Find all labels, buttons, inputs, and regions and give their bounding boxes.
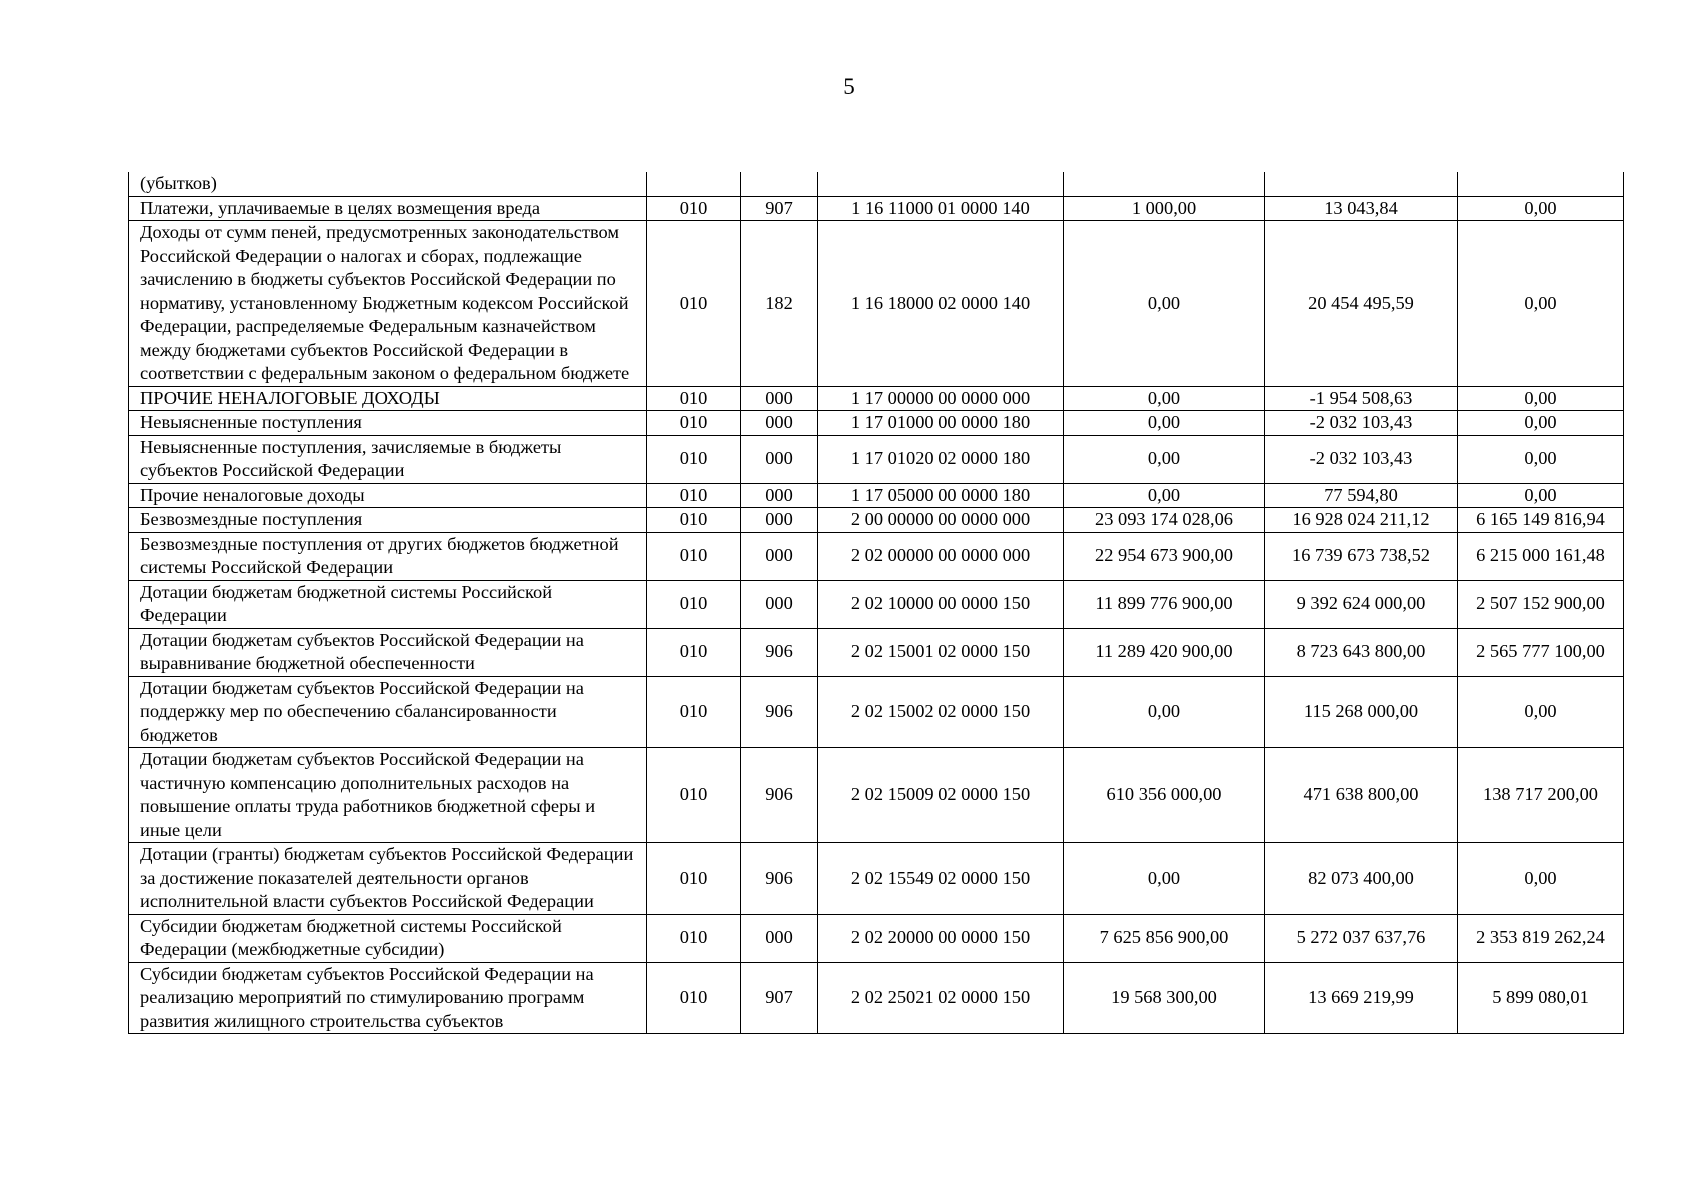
cell-revenue-admin-code: 907 (741, 196, 818, 221)
cell-revenue-admin-code: 000 (741, 435, 818, 483)
cell-indicator-name: Субсидии бюджетам субъектов Российской Федерации на реализацию мероприятий по стимулированию программ развития жилищного строительства субъектов (129, 962, 647, 1034)
table-row (129, 172, 1624, 196)
cell-approved-plan: 0,00 (1064, 843, 1265, 915)
cell-approved-plan: 11 289 420 900,00 (1064, 628, 1265, 676)
revenue-table (128, 172, 1624, 1034)
table-row (129, 508, 1624, 533)
cell-revenue-admin-code: 000 (741, 532, 818, 580)
cell-revenue-admin-code: 906 (741, 628, 818, 676)
cell-budget-classification-code: 2 02 25021 02 0000 150 (818, 962, 1064, 1034)
cell-executed: 115 268 000,00 (1265, 676, 1458, 748)
cell-indicator-name: Субсидии бюджетам бюджетной системы Российской Федерации (межбюджетные субсидии) (129, 914, 647, 962)
cell-unexecuted: 0,00 (1458, 435, 1624, 483)
cell-budget-classification-code: 2 02 15009 02 0000 150 (818, 748, 1064, 843)
table-row (129, 914, 1624, 962)
cell-executed: 5 272 037 637,76 (1265, 914, 1458, 962)
page-number: 5 (843, 74, 855, 99)
cell-approved-plan: 1 000,00 (1064, 196, 1265, 221)
cell-revenue-admin-code: 000 (741, 386, 818, 411)
cell-admin-code: 010 (647, 580, 741, 628)
cell-unexecuted: 0,00 (1458, 221, 1624, 387)
cell-approved-plan: 0,00 (1064, 483, 1265, 508)
cell-budget-classification-code: 2 02 15002 02 0000 150 (818, 676, 1064, 748)
table-row (129, 676, 1624, 748)
cell-executed: 20 454 495,59 (1265, 221, 1458, 387)
table-row (129, 748, 1624, 843)
cell-approved-plan: 610 356 000,00 (1064, 748, 1265, 843)
cell-revenue-admin-code: 000 (741, 411, 818, 436)
cell-executed (1265, 172, 1458, 196)
cell-unexecuted: 6 165 149 816,94 (1458, 508, 1624, 533)
cell-admin-code: 010 (647, 196, 741, 221)
cell-budget-classification-code: 2 02 15549 02 0000 150 (818, 843, 1064, 915)
cell-executed: -1 954 508,63 (1265, 386, 1458, 411)
cell-budget-classification-code: 2 02 20000 00 0000 150 (818, 914, 1064, 962)
cell-indicator-name: Дотации бюджетам бюджетной системы Российской Федерации (129, 580, 647, 628)
table-row (129, 411, 1624, 436)
cell-admin-code: 010 (647, 221, 741, 387)
cell-executed: 77 594,80 (1265, 483, 1458, 508)
cell-admin-code (647, 172, 741, 196)
cell-unexecuted: 0,00 (1458, 386, 1624, 411)
cell-admin-code: 010 (647, 483, 741, 508)
cell-admin-code: 010 (647, 843, 741, 915)
cell-revenue-admin-code: 906 (741, 676, 818, 748)
cell-budget-classification-code (818, 172, 1064, 196)
cell-revenue-admin-code: 906 (741, 843, 818, 915)
cell-revenue-admin-code: 000 (741, 914, 818, 962)
cell-approved-plan: 0,00 (1064, 411, 1265, 436)
cell-revenue-admin-code: 907 (741, 962, 818, 1034)
table-row (129, 386, 1624, 411)
table-row (129, 580, 1624, 628)
cell-unexecuted: 2 353 819 262,24 (1458, 914, 1624, 962)
cell-approved-plan: 23 093 174 028,06 (1064, 508, 1265, 533)
cell-admin-code: 010 (647, 748, 741, 843)
cell-budget-classification-code: 1 17 01000 00 0000 180 (818, 411, 1064, 436)
table-row (129, 221, 1624, 387)
cell-unexecuted: 5 899 080,01 (1458, 962, 1624, 1034)
cell-approved-plan (1064, 172, 1265, 196)
cell-executed: 8 723 643 800,00 (1265, 628, 1458, 676)
cell-budget-classification-code: 2 00 00000 00 0000 000 (818, 508, 1064, 533)
table-row (129, 483, 1624, 508)
table-row (129, 196, 1624, 221)
cell-budget-classification-code: 1 16 18000 02 0000 140 (818, 221, 1064, 387)
cell-executed: 16 928 024 211,12 (1265, 508, 1458, 533)
cell-admin-code: 010 (647, 914, 741, 962)
cell-approved-plan: 11 899 776 900,00 (1064, 580, 1265, 628)
cell-unexecuted: 0,00 (1458, 676, 1624, 748)
cell-executed: 9 392 624 000,00 (1265, 580, 1458, 628)
cell-unexecuted: 138 717 200,00 (1458, 748, 1624, 843)
cell-indicator-name: Прочие неналоговые доходы (129, 483, 647, 508)
cell-indicator-name: Невыясненные поступления, зачисляемые в бюджеты субъектов Российской Федерации (129, 435, 647, 483)
table-row (129, 962, 1624, 1034)
cell-indicator-name: Дотации бюджетам субъектов Российской Федерации на поддержку мер по обеспечению сбалансированности бюджетов (129, 676, 647, 748)
cell-approved-plan: 7 625 856 900,00 (1064, 914, 1265, 962)
cell-admin-code: 010 (647, 435, 741, 483)
cell-admin-code: 010 (647, 676, 741, 748)
table-row (129, 843, 1624, 915)
cell-budget-classification-code: 2 02 15001 02 0000 150 (818, 628, 1064, 676)
cell-indicator-name: Доходы от сумм пеней, предусмотренных законодательством Российской Федерации о налогах и сборах, подлежащие зачислению в бюджеты субъектов Российской Федерации по нормативу, установленному Бюджетным кодексом Российской Федерации, распределяемые Федеральным казначейством между бюджетами субъектов Российской Федерации в соответствии с федеральным законом о федеральном бюджете (129, 221, 647, 387)
cell-unexecuted: 2 565 777 100,00 (1458, 628, 1624, 676)
cell-executed: 13 669 219,99 (1265, 962, 1458, 1034)
cell-revenue-admin-code: 000 (741, 508, 818, 533)
cell-approved-plan: 0,00 (1064, 435, 1265, 483)
cell-admin-code: 010 (647, 962, 741, 1034)
cell-revenue-admin-code: 182 (741, 221, 818, 387)
cell-approved-plan: 19 568 300,00 (1064, 962, 1265, 1034)
cell-indicator-name: ПРОЧИЕ НЕНАЛОГОВЫЕ ДОХОДЫ (129, 386, 647, 411)
cell-indicator-name: Платежи, уплачиваемые в целях возмещения вреда (129, 196, 647, 221)
cell-indicator-name: (убытков) (129, 172, 647, 196)
cell-approved-plan: 0,00 (1064, 221, 1265, 387)
cell-unexecuted (1458, 172, 1624, 196)
cell-approved-plan: 0,00 (1064, 676, 1265, 748)
cell-unexecuted: 0,00 (1458, 411, 1624, 436)
cell-unexecuted: 6 215 000 161,48 (1458, 532, 1624, 580)
cell-budget-classification-code: 1 17 05000 00 0000 180 (818, 483, 1064, 508)
cell-admin-code: 010 (647, 508, 741, 533)
cell-indicator-name: Невыясненные поступления (129, 411, 647, 436)
cell-revenue-admin-code: 000 (741, 580, 818, 628)
cell-budget-classification-code: 2 02 00000 00 0000 000 (818, 532, 1064, 580)
cell-executed: 82 073 400,00 (1265, 843, 1458, 915)
cell-budget-classification-code: 1 16 11000 01 0000 140 (818, 196, 1064, 221)
cell-budget-classification-code: 2 02 10000 00 0000 150 (818, 580, 1064, 628)
cell-indicator-name: Безвозмездные поступления от других бюджетов бюджетной системы Российской Федерации (129, 532, 647, 580)
cell-unexecuted: 0,00 (1458, 843, 1624, 915)
cell-executed: 16 739 673 738,52 (1265, 532, 1458, 580)
cell-indicator-name: Дотации (гранты) бюджетам субъектов Российской Федерации за достижение показателей деятельности органов исполнительной власти субъектов Российской Федерации (129, 843, 647, 915)
cell-indicator-name: Дотации бюджетам субъектов Российской Федерации на частичную компенсацию дополнительных расходов на повышение оплаты труда работников бюджетной сферы и иные цели (129, 748, 647, 843)
table-row (129, 435, 1624, 483)
cell-admin-code: 010 (647, 411, 741, 436)
cell-revenue-admin-code: 000 (741, 483, 818, 508)
cell-unexecuted: 2 507 152 900,00 (1458, 580, 1624, 628)
cell-admin-code: 010 (647, 628, 741, 676)
table-body (129, 172, 1624, 1034)
cell-approved-plan: 0,00 (1064, 386, 1265, 411)
cell-executed: 13 043,84 (1265, 196, 1458, 221)
table-row (129, 628, 1624, 676)
cell-budget-classification-code: 1 17 00000 00 0000 000 (818, 386, 1064, 411)
cell-unexecuted: 0,00 (1458, 483, 1624, 508)
cell-executed: -2 032 103,43 (1265, 435, 1458, 483)
cell-indicator-name: Безвозмездные поступления (129, 508, 647, 533)
cell-executed: -2 032 103,43 (1265, 411, 1458, 436)
cell-unexecuted: 0,00 (1458, 196, 1624, 221)
cell-indicator-name: Дотации бюджетам субъектов Российской Федерации на выравнивание бюджетной обеспеченности (129, 628, 647, 676)
cell-approved-plan: 22 954 673 900,00 (1064, 532, 1265, 580)
cell-budget-classification-code: 1 17 01020 02 0000 180 (818, 435, 1064, 483)
cell-executed: 471 638 800,00 (1265, 748, 1458, 843)
table-row (129, 532, 1624, 580)
cell-revenue-admin-code (741, 172, 818, 196)
cell-revenue-admin-code: 906 (741, 748, 818, 843)
cell-admin-code: 010 (647, 532, 741, 580)
cell-admin-code: 010 (647, 386, 741, 411)
